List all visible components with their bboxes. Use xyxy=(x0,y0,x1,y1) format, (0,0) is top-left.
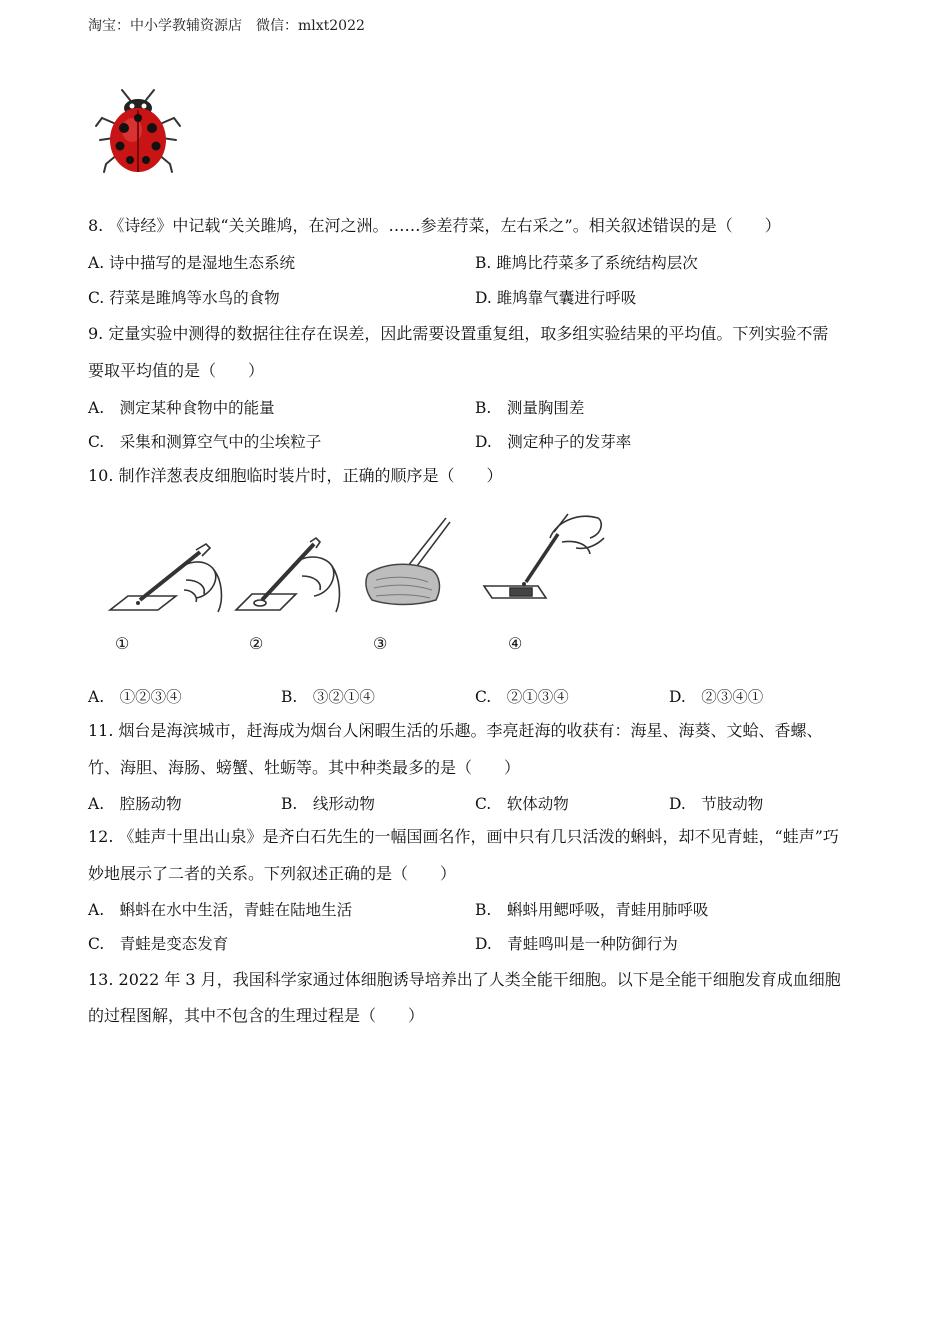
q8-option-a: A. 诗中描写的是湿地生态系统 xyxy=(88,254,296,272)
q11-option-b: B. 线形动物 xyxy=(281,795,375,813)
page-header: 淘宝：中小学教辅资源店 微信：mlxt2022 xyxy=(88,18,365,34)
q11-option-c: C. 软体动物 xyxy=(475,795,569,813)
q8-stem: 8. 《诗经》中记载“关关雎鸠，在河之洲。……参差荇菜，左右采之”。相关叙述错误的是（ ） xyxy=(88,216,781,235)
q13-stem-line1: 13. 2022 年 3 月，我国科学家通过体细胞诱导培养出了人类全能干细胞。以下是全能干细胞发育成血细胞 xyxy=(88,970,841,989)
q12-option-a: A. 蝌蚪在水中生活，青蛙在陆地生活 xyxy=(88,901,353,919)
q10-option-d: D. ②③④① xyxy=(669,688,764,706)
step4-stain-slide-image xyxy=(480,508,610,604)
q8-option-c: C. 荇菜是雎鸠等水鸟的食物 xyxy=(88,289,280,307)
q10-option-c: C. ②①③④ xyxy=(475,688,569,706)
q11-stem-line1: 11. 烟台是海滨城市，赶海成为烟台人闲暇生活的乐趣。李亮赶海的收获有：海星、海葵、文蛤、香螺、 xyxy=(88,721,823,740)
q12-option-b: B. 蝌蚪用鳃呼吸，青蛙用肺呼吸 xyxy=(475,901,709,919)
q13-stem-line2: 的过程图解，其中不包含的生理过程是（ ） xyxy=(88,1006,425,1025)
q11-option-d: D. 节肢动物 xyxy=(669,795,764,813)
step3-label: ③ xyxy=(373,634,388,653)
q8-option-d: D. 雎鸠靠气囊进行呼吸 xyxy=(475,289,637,307)
q9-option-c: C. 采集和测算空气中的尘埃粒子 xyxy=(88,433,322,451)
step2-label: ② xyxy=(249,634,264,653)
q9-option-a: A. 测定某种食物中的能量 xyxy=(88,399,275,417)
q12-option-d: D. 青蛙鸣叫是一种防御行为 xyxy=(475,935,678,953)
step4-label: ④ xyxy=(508,634,523,653)
q8-option-b: B. 雎鸠比荇菜多了系统结构层次 xyxy=(475,254,698,272)
q9-stem-line1: 9. 定量实验中测得的数据往往存在误差，因此需要设置重复组，取多组实验结果的平均值。下列实验不需 xyxy=(88,324,829,343)
q11-stem-line2: 竹、海胆、海肠、螃蟹、牡蛎等。其中种类最多的是（ ） xyxy=(88,758,521,777)
step1-drop-water-image xyxy=(106,540,226,616)
step3-tissue-sheet-image xyxy=(362,514,454,610)
q10-option-a: A. ①②③④ xyxy=(88,688,182,706)
q12-stem-line2: 妙地展示了二者的关系。下列叙述正确的是（ ） xyxy=(88,864,457,883)
q12-option-c: C. 青蛙是变态发育 xyxy=(88,935,229,953)
q10-stem: 10. 制作洋葱表皮细胞临时装片时，正确的顺序是（ ） xyxy=(88,466,503,485)
q9-stem-line2: 要取平均值的是（ ） xyxy=(88,361,265,380)
q9-option-d: D. 测定种子的发芽率 xyxy=(475,433,632,451)
step2-place-tissue-image xyxy=(232,536,342,616)
step1-label: ① xyxy=(115,634,130,653)
ladybug-image xyxy=(92,86,184,178)
q9-option-b: B. 测量胸围差 xyxy=(475,399,585,417)
q11-option-a: A. 腔肠动物 xyxy=(88,795,182,813)
q12-stem-line1: 12. 《蛙声十里出山泉》是齐白石先生的一幅国画名作，画中只有几只活泼的蝌蚪，却不见青蛙，“蛙声”巧 xyxy=(88,827,839,846)
q10-option-b: B. ③②①④ xyxy=(281,688,375,706)
